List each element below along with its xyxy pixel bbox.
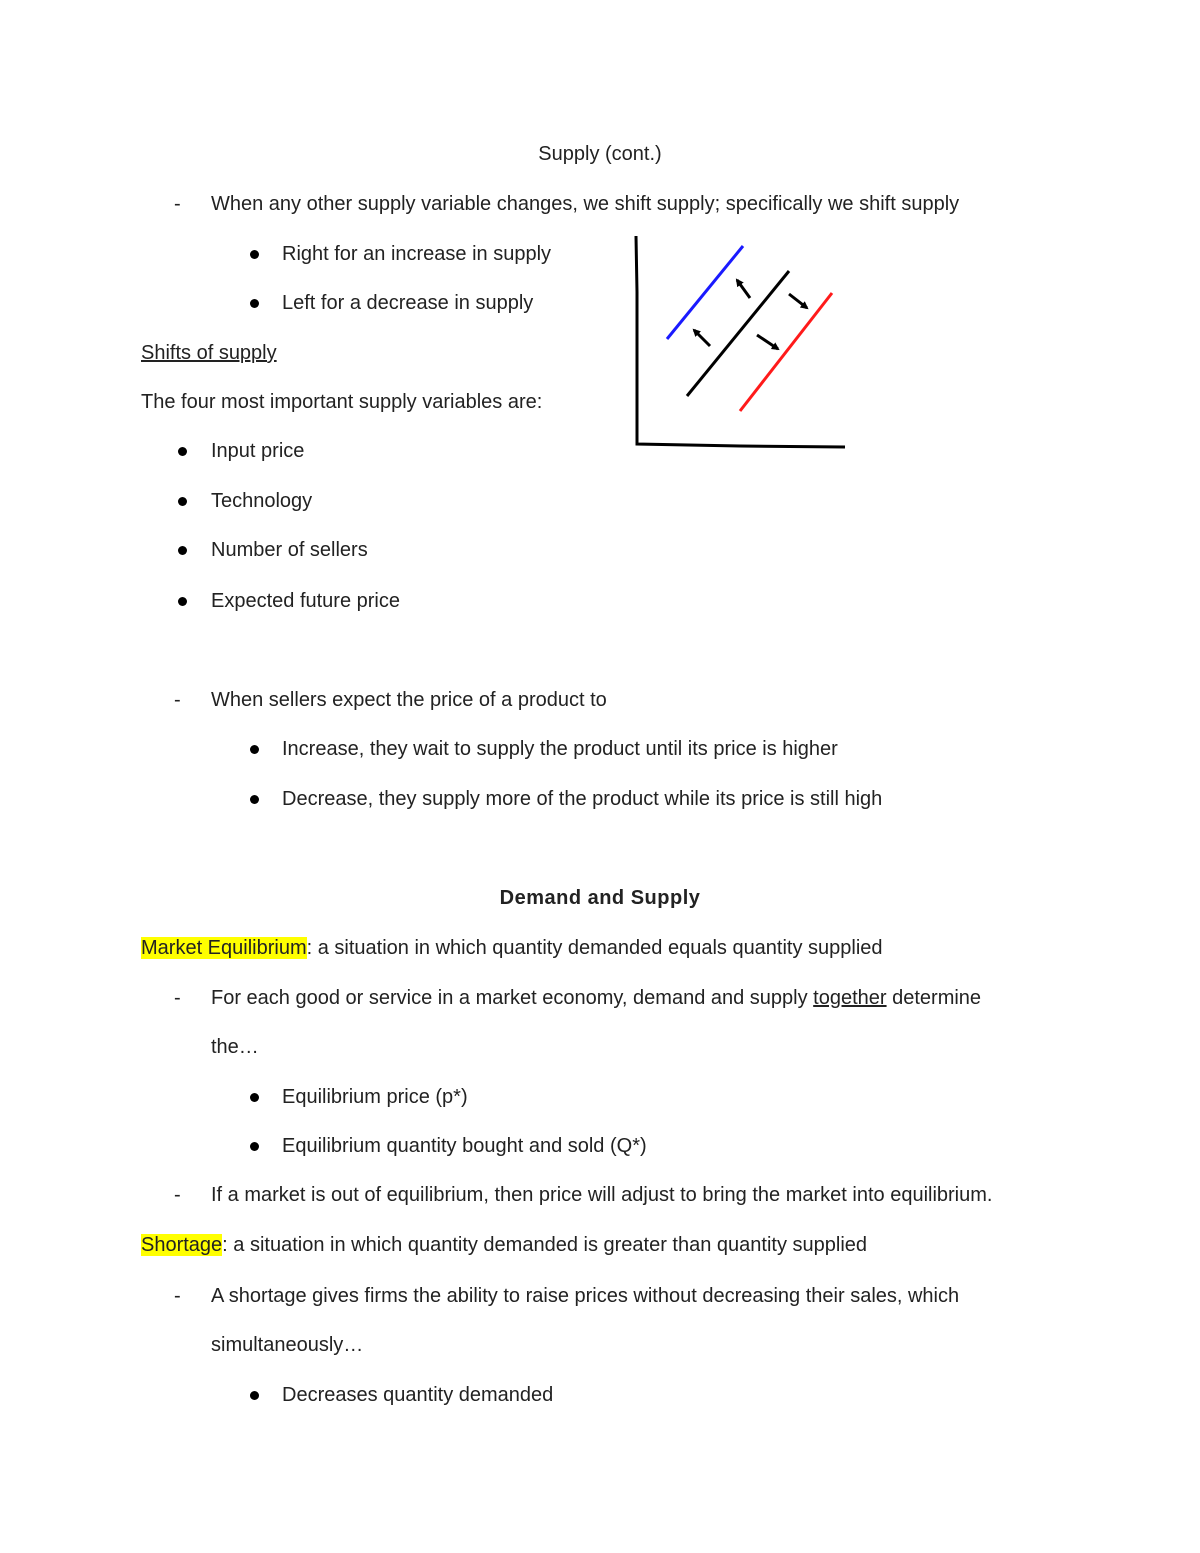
dash-marker: - <box>174 1184 181 1206</box>
bullet-dot <box>178 447 187 456</box>
four-variables-intro: The four most important supply variables are: <box>141 391 543 413</box>
variable-item: Technology <box>211 490 313 512</box>
shortage-line-cont: simultaneously… <box>211 1334 364 1356</box>
supply-curve-right <box>740 293 832 411</box>
dash-marker: - <box>174 987 181 1009</box>
arrow-right-lower <box>757 335 778 349</box>
expect-decrease-bullet: Decrease, they supply more of the product while its price is still high <box>282 788 883 810</box>
bullet-dot <box>250 1142 259 1151</box>
together-line <box>211 986 981 1010</box>
supply-intro: When any other supply variable changes, we shift supply; specifically we shift supply <box>211 193 960 215</box>
shortage-term: Shortage <box>141 1234 223 1256</box>
dash-marker: - <box>174 689 181 711</box>
supply-shift-diagram <box>630 232 850 454</box>
arrow-left-upper <box>737 280 750 298</box>
equilibrium-definition <box>141 936 883 960</box>
variable-item: Number of sellers <box>211 539 368 561</box>
equilibrium-def-text: : a situation in which quantity demanded equals quantity supplied <box>306 937 883 959</box>
dash-marker: - <box>174 193 181 215</box>
equilibrium-term: Market Equilibrium <box>141 937 307 959</box>
bullet-dot <box>250 795 259 804</box>
together-word: together <box>813 987 887 1009</box>
arrow-left-lower <box>694 330 710 346</box>
bullet-dot <box>250 745 259 754</box>
supply-curve-original <box>687 271 789 396</box>
together-line-cont: the… <box>211 1036 259 1058</box>
dash-marker: - <box>174 1285 181 1307</box>
bullet-dot <box>178 597 187 606</box>
together-text-a: For each good or service in a market economy, demand and supply <box>211 987 814 1009</box>
variable-item: Expected future price <box>211 590 400 612</box>
bullet-dot <box>250 250 259 259</box>
eq-quantity-bullet: Equilibrium quantity bought and sold (Q*) <box>282 1135 647 1157</box>
shortage-line: A shortage gives firms the ability to raise prices without decreasing their sales, which <box>211 1285 960 1307</box>
shortage-definition <box>141 1233 867 1257</box>
shift-right-bullet: Right for an increase in supply <box>282 243 552 265</box>
bullet-dot <box>178 546 187 555</box>
shifts-heading: Shifts of supply <box>141 342 277 364</box>
expect-increase-bullet: Increase, they wait to supply the product until its price is higher <box>282 738 838 760</box>
bullet-dot <box>250 1391 259 1400</box>
expect-intro: When sellers expect the price of a product to <box>211 689 607 711</box>
bullet-dot <box>250 299 259 308</box>
variable-item: Input price <box>211 440 305 462</box>
arrow-right-upper <box>789 294 807 308</box>
out-of-equilibrium: If a market is out of equilibrium, then price will adjust to bring the market into equilibrium. <box>211 1184 993 1206</box>
section-title: Demand and Supply <box>499 887 701 909</box>
bullet-dot <box>250 1093 259 1102</box>
shortage-def-text: : a situation in which quantity demanded is greater than quantity supplied <box>222 1234 868 1256</box>
eq-price-bullet: Equilibrium price (p*) <box>282 1086 468 1108</box>
shift-left-bullet: Left for a decrease in supply <box>282 292 534 314</box>
shortage-bullet: Decreases quantity demanded <box>282 1384 554 1406</box>
together-text-b: determine <box>886 987 982 1009</box>
page-title: Supply (cont.) <box>538 143 662 165</box>
axes <box>636 236 845 447</box>
bullet-dot <box>178 497 187 506</box>
supply-curve-left <box>667 246 743 339</box>
